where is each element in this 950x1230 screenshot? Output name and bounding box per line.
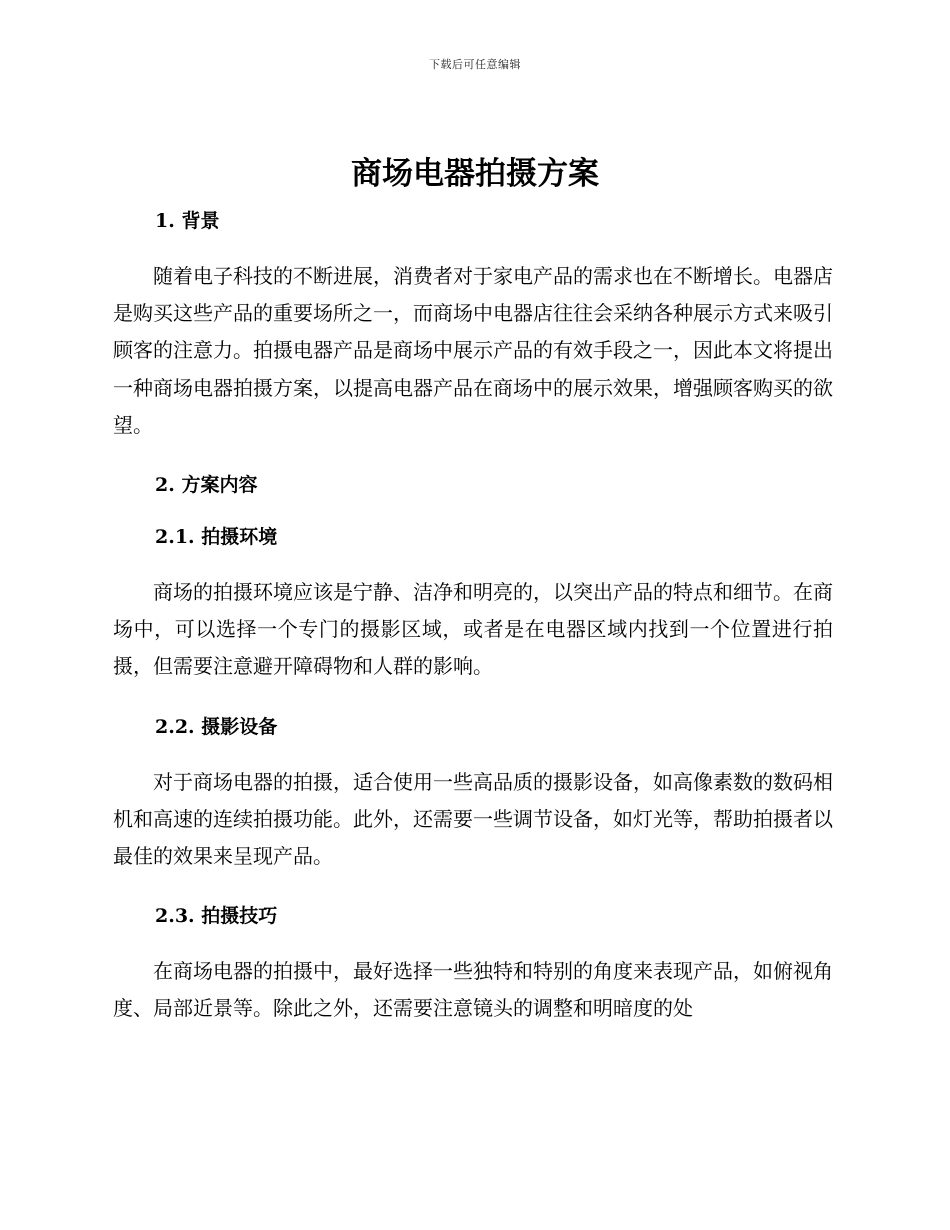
header-note: 下载后可任意编辑 — [429, 58, 521, 71]
section-heading-background: 1. 背景 — [155, 210, 220, 232]
section-heading-shooting-environment: 2.1. 拍摄环境 — [155, 526, 278, 549]
section-heading-plan-content: 2. 方案内容 — [155, 474, 258, 497]
section-paragraph-shooting-environment: 商场的拍摄环境应该是宁静、洁净和明亮的，以突出产品的特点和细节。在商场中，可以选择一个专门的摄影区域，或者是在电器区域内找到一个位置进行拍摄，但需要注意避开障碍物和人群的影响。 — [113, 580, 833, 679]
section-heading-shooting-techniques: 2.3. 拍摄技巧 — [155, 905, 278, 928]
document-body — [113, 200, 833, 1028]
section-paragraph-background: 随着电子科技的不断进展，消费者对于家电产品的需求也在不断增长。电器店是购买这些产品的重要场所之一，而商场中电器店往往会采纳各种展示方式来吸引顾客的注意力。拍摄电器产品是商场中展示产品的有效手段之一，因此本文将提出一种商场电器拍摄方案，以提高电器产品在商场中的展示效果，增强顾客购买的欲望。 — [113, 264, 833, 437]
section-paragraph-photography-equipment: 对于商场电器的拍摄，适合使用一些高品质的摄影设备，如高像素数的数码相机和高速的连续拍摄功能。此外，还需要一些调节设备，如灯光等，帮助拍摄者以最佳的效果来呈现产品。 — [113, 769, 833, 869]
section-heading-photography-equipment: 2.2. 摄影设备 — [155, 715, 278, 738]
section-paragraph-shooting-techniques: 在商场电器的拍摄中，最好选择一些独特和特别的角度来表现产品，如俯视角度、局部近景等。除此之外，还需要注意镜头的调整和明暗度的处 — [113, 959, 833, 1021]
document-title: 商场电器拍摄方案 — [351, 156, 599, 192]
